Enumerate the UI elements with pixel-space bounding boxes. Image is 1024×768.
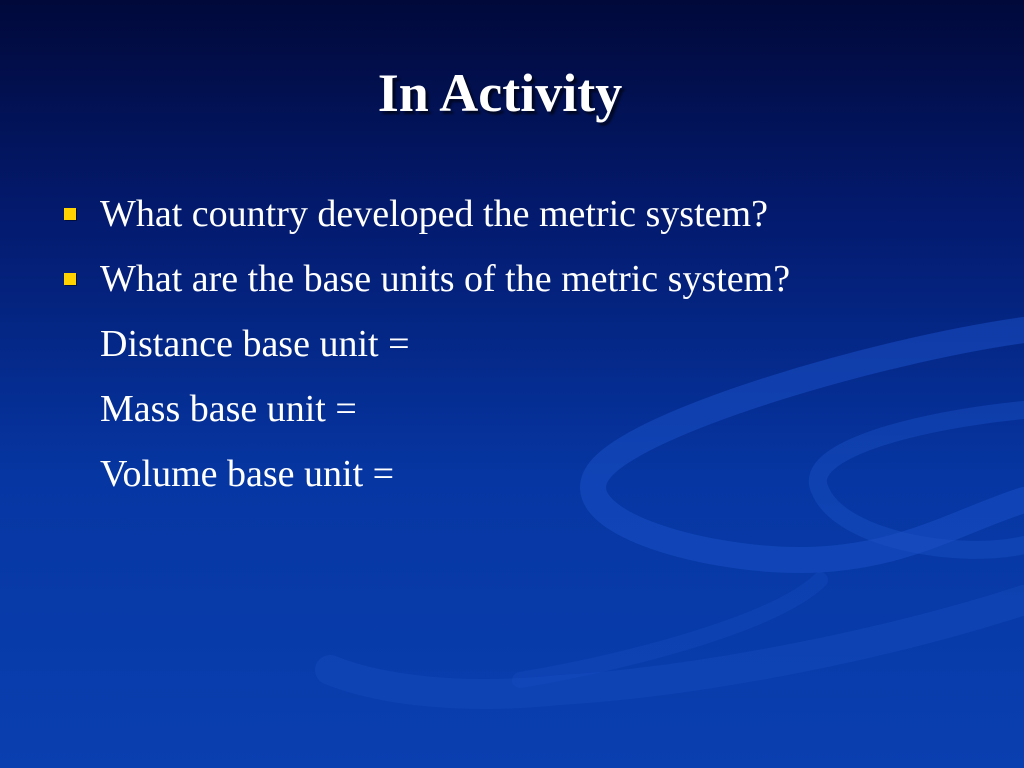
list-item-text: Mass base unit = xyxy=(100,388,357,430)
slide-title: In Activity xyxy=(377,63,623,123)
square-bullet-icon xyxy=(64,208,76,220)
list-item-text: Distance base unit = xyxy=(100,323,410,365)
square-bullet-icon xyxy=(64,273,76,285)
list-item-text: What country developed the metric system? xyxy=(100,193,768,235)
list-item xyxy=(62,253,1002,318)
list-item-text: Volume base unit = xyxy=(100,453,395,495)
list-item-text: What are the base units of the metric system? xyxy=(100,258,791,300)
list-item xyxy=(62,318,1002,383)
list-item xyxy=(62,448,1002,513)
list-item xyxy=(62,188,1002,253)
list-item xyxy=(62,383,1002,448)
bullet-list xyxy=(62,188,1002,513)
